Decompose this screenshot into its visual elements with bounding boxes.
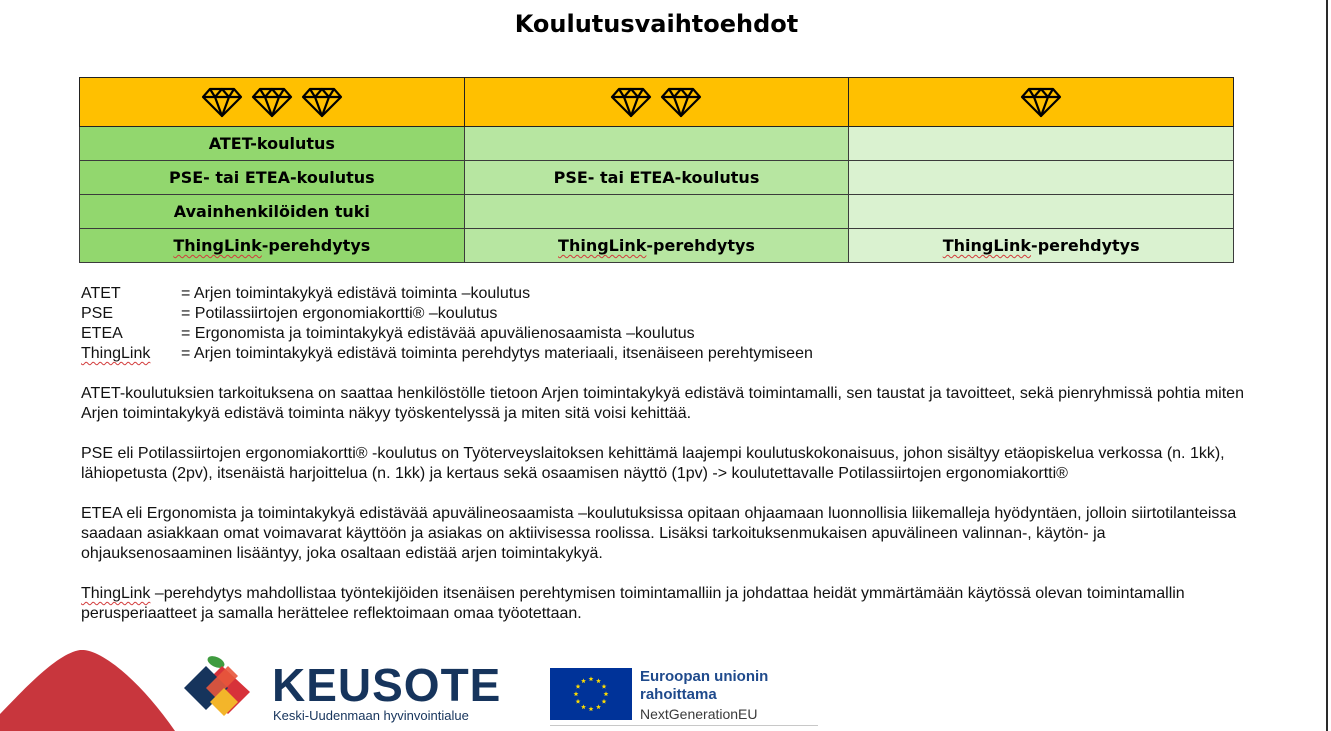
definition-desc: = Ergonomista ja toimintakykyä edistävää apuvälienosaamista –koulutus [181,325,695,342]
diamond-icons [1016,92,1066,111]
eu-underline [550,725,818,726]
definition-term: ThingLink [81,345,151,362]
table-header-row [80,78,1234,127]
keusote-wordmark: KEUSOTE [272,659,502,711]
paragraph-atet: ATET-koulutuksien tarkoituksena on saattaa henkilöstölle tietoon Arjen toimintakykyä edistävä toimintamalli, sen taustat ja tavoitteet, sekä pienryhmissä pohtia miten Arjen toimintakykyä edistävä toiminta näkyy työskentelyssä ja miten sitä voisi kehittää. [81,385,1244,422]
definition-item [81,324,813,344]
table-cell [849,127,1234,161]
keusote-subtitle: Keski-Uudenmaan hyvinvointialue [273,708,469,723]
table-cell: ATET-koulutus [80,127,465,161]
keusote-logo-icon [180,652,270,724]
table-cell [849,161,1234,195]
definition-item [81,344,813,364]
header-cell-level-2 [464,78,849,127]
table-row [80,127,1234,161]
thinglink-brand: ThingLink [558,236,647,255]
thinglink-brand: ThingLink [81,585,151,602]
table-cell [849,195,1234,229]
eu-flag-icon [550,668,632,720]
page-title: Koulutusvaihtoehdot [514,10,799,38]
paragraph-thinglink: ThingLink –perehdytys mahdollistaa työntekijöiden itsenäisen perehtymisen toimintamalliin ja johdattaa heidät ymmärtämään käytössä olevan toimintamallin perusperiaatteet ja samalla herättelee reflektoimaan omaa työotettaan. [81,585,1185,622]
table-row [80,161,1234,195]
thinglink-brand: ThingLink [173,236,262,255]
eu-nextgen-text: NextGenerationEU [640,706,758,722]
table-cell-thinglink: ThingLink-perehdytys [464,229,849,263]
paragraph-pse: PSE eli Potilassiirtojen ergonomiakortti® -koulutus on Työterveyslaitoksen kehittämä laajempi koulutuskokonaisuus, johon sisältyy etäopiskelua verkossa (n. 1kk), lähiopetusta (2pv), itsenäistä harjoittelua (n. 1kk) ja kertaus sekä osaamisen näyttö (1pv) -> koulutettavalle Potilassiirtojen ergonomiakortti® [81,445,1225,482]
table-row [80,229,1234,263]
diamond-icons [197,92,347,111]
table-cell: PSE- tai ETEA-koulutus [80,161,465,195]
table-cell: Avainhenkilöiden tuki [80,195,465,229]
diamond-icons [606,92,706,111]
table-cell [464,127,849,161]
table-cell [464,195,849,229]
decorative-red-arc [0,650,180,731]
table-cell: PSE- tai ETEA-koulutus [464,161,849,195]
definition-term: ATET [81,285,121,302]
diamond-icon [610,86,652,118]
eu-funding-text: Euroopan unionin rahoittama [640,668,769,703]
table-row [80,195,1234,229]
diamond-icon [660,86,702,118]
diamond-icon [301,86,343,118]
definition-desc: = Potilassiirtojen ergonomiakortti® –koulutus [181,305,498,322]
slide-border-right [1326,0,1328,731]
diamond-icon [201,86,243,118]
training-options-table [79,77,1234,263]
thinglink-brand: ThingLink [942,236,1032,255]
definition-term: PSE [81,305,114,322]
diamond-icon [251,86,293,118]
definitions-list [81,284,813,364]
table-cell-thinglink: ThingLink-perehdytys [849,229,1234,263]
definition-item [81,284,813,304]
definition-item [81,304,813,324]
paragraph-etea: ETEA eli Ergonomista ja toimintakykyä edistävää apuvälineosaamista –koulutuksissa opitaan ohjaamaan luonnollisia liikemalleja hyödyntäen, jolloin siirtotilanteissa saadaan asiakkaan omat voimavarat käyttöön ja asiakas on aktiivisessa roolissa. Lisäksi tarkoituksenmukaisen apuvälineen valinnan-, käytön- ja ohjauksenosaaminen lisääntyy, joka osaltaan edistää arjen toimintakykyä. [81,505,1237,562]
diamond-icon [1020,86,1062,118]
header-cell-level-3 [80,78,465,127]
definition-term: ETEA [81,325,123,342]
header-cell-level-1 [849,78,1234,127]
table-cell-thinglink: ThingLink-perehdytys [80,229,465,263]
definition-desc: = Arjen toimintakykyä edistävä toiminta perehdytys materiaali, itsenäiseen perehtymiseen [181,345,813,362]
definition-desc: = Arjen toimintakykyä edistävä toiminta –koulutus [181,285,531,302]
